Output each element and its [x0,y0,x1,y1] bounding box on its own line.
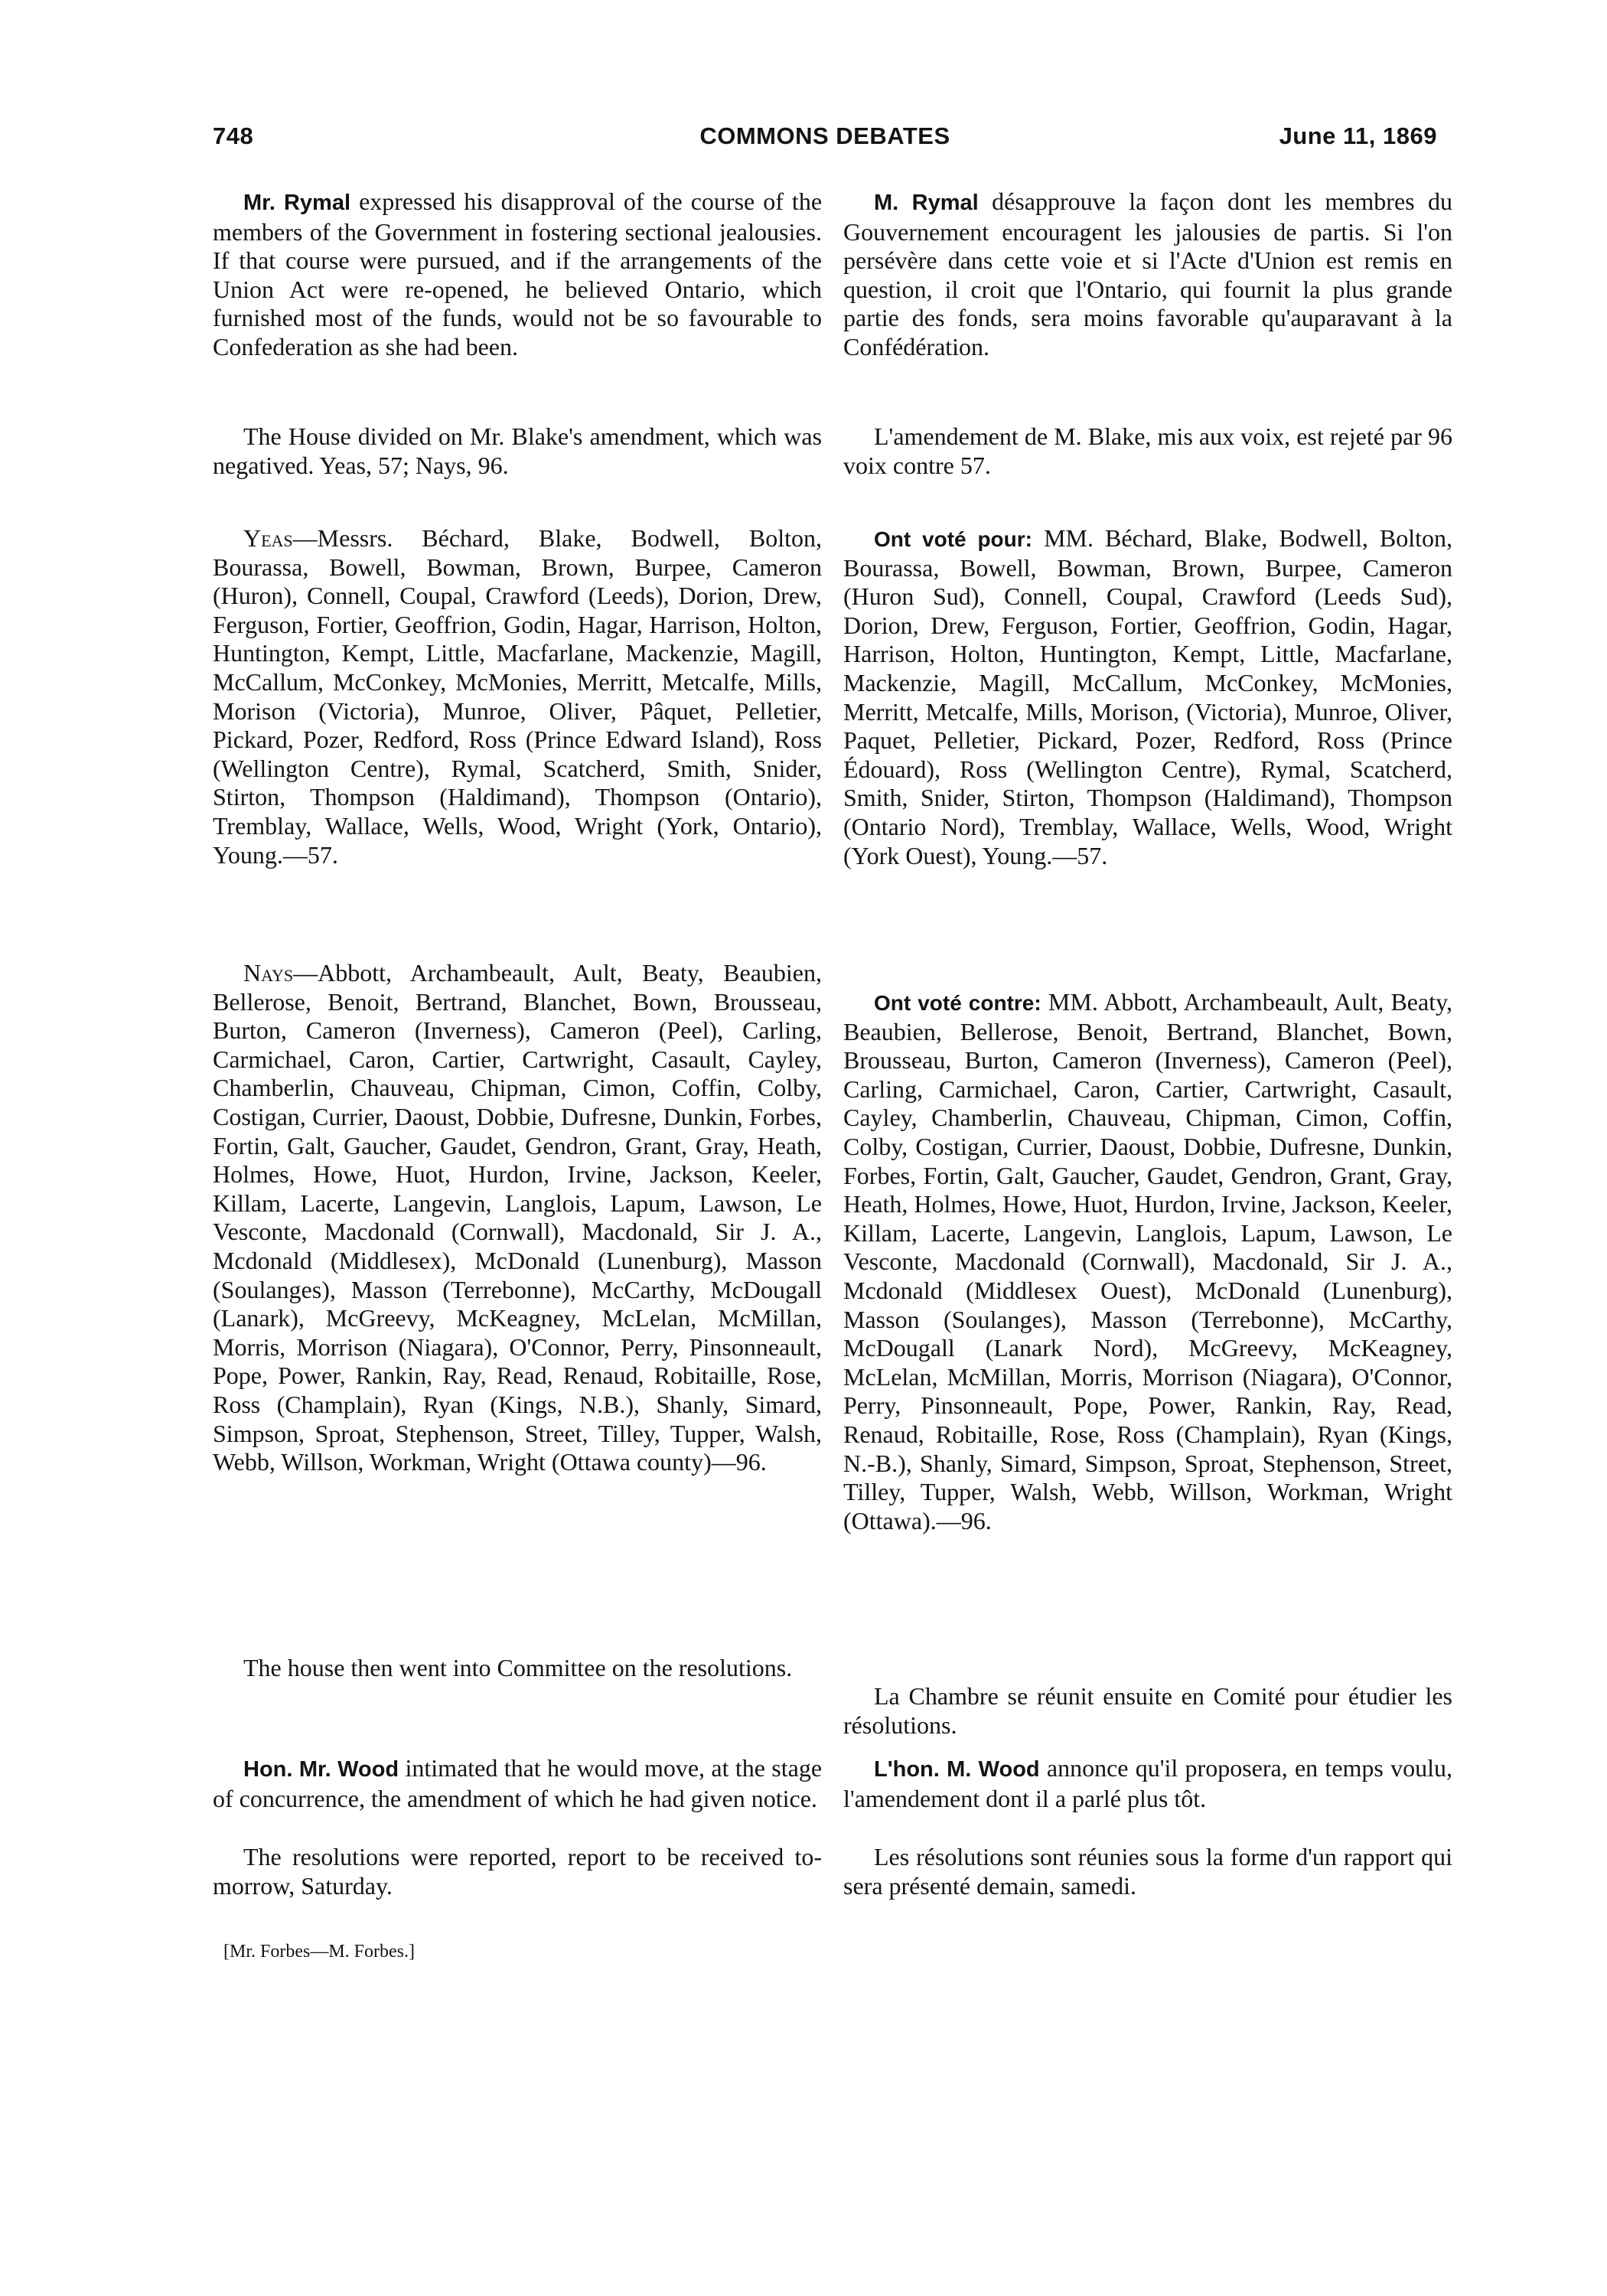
reported-paragraph-fr [843,1843,1452,1900]
yeas-list: MM. Béchard, Blake, Bodwell, Bolton, Bourassa, Bowell, Bowman, Brown, Burpee, Cameron (Huron Sud), Connell, Coupal, Crawford (Leeds Sud), Dorion, Drew, Ferguson, Fortier, Geoffrion, Godin, Hagar, Harrison, Holton, Huntington, Kempt, Little, Macfarlane, Mackenzie, Magill, McCallum, McConkey, McMonies, Merritt, Metcalfe, Mills, Morison, (Victoria), Munroe, Oliver, Paquet, Pelletier, Pickard, Pozer, Redford, Ross (Prince Édouard), Ross (Wellington Centre), Rymal, Scatcherd, Smith, Snider, Stirton, Thompson (Haldimand), Thompson (Ontario Nord), Tremblay, Wallace, Wells, Wood, Wright (York Ouest), Young.—57. [843,524,1453,869]
yeas-label: Ont voté pour: [874,527,1032,551]
paragraph-text: désapprouve la façon dont les membres du Gouvernement encouragent les jalousies de partis. Si l'on persévère dans cette voie et si l'Acte d'Union est remis en question, il croit que l'Ontario, qui fournit la plus grande partie des fonds, sera moins favorable qu'auparavant à la Confédération. [843,188,1452,360]
division-paragraph-fr [843,422,1452,480]
reported-paragraph-en [213,1843,822,1900]
nays-paragraph-en [213,959,822,1477]
nays-paragraph-fr [843,988,1452,1535]
speaker-name: M. Rymal [874,191,979,215]
yeas-paragraph-fr [843,524,1452,870]
paragraph-text: expressed his disapproval of the course of the members of the Government in fostering sectional jealousies. If that course were pursued, and if the arrangements of the Union Act were re-opened, he believed Ontario, which furnished most of the funds, would not be so favourable to Confederation as she had been. [213,188,823,360]
nays-label: Ont voté contre: [874,991,1041,1015]
paragraph-text: La Chambre se réunit ensuite en Comité pour étudier les résolutions. [843,1682,1452,1739]
wood-paragraph-fr [843,1754,1452,1813]
division-paragraph-en [213,422,822,480]
paragraph-text: L'amendement de M. Blake, mis aux voix, est rejeté par 96 voix contre 57. [843,422,1452,479]
nays-list: —Abbott, Archambeault, Ault, Beaty, Beaubien, Bellerose, Benoit, Bertrand, Blanchet, Bown, Brousseau, Burton, Cameron (Inverness), Cameron (Peel), Carling, Carmichael, Caron, Cartier, Cartwright, Casault, Cayley, Chamberlin, Chauveau, Chipman, Cimon, Coffin, Colby, Costigan, Currier, Daoust, Dobbie, Dufresne, Dunkin, Forbes, Fortin, Galt, Gaucher, Gaudet, Gendron, Grant, Gray, Heath, Holmes, Howe, Huot, Hurdon, Irvine, Jackson, Keeler, Killam, Lacerte, Langevin, Langlois, Lapum, Lawson, Le Vesconte, Macdonald (Cornwall), Macdonald, Sir J. A., Mcdonald (Middlesex), McDonald (Lunenburg), Masson (Soulanges), Masson (Terrebonne), McCarthy, McDougall (Lanark), McGreevy, McKeagney, McLelan, McMillan, Morris, Morrison (Niagara), O'Connor, Perry, Pinsonneault, Pope, Power, Rankin, Ray, Read, Renaud, Robitaille, Rose, Ross (Champlain), Ryan (Kings, N.B.), Shanly, Simard, Simpson, Sproat, Stephenson, Street, Tilley, Tupper, Walsh, Webb, Willson, Workman, Wright (Ottawa county)—96. [213,959,822,1476]
yeas-list: —Messrs. Béchard, Blake, Bodwell, Bolton, Bourassa, Bowell, Bowman, Brown, Burpee, Cameron (Huron), Connell, Coupal, Crawford (Leeds), Dorion, Drew, Ferguson, Fortier, Geoffrion, Godin, Hagar, Harrison, Holton, Huntington, Kempt, Little, Macfarlane, Mackenzie, Magill, McCallum, McConkey, McMonies, Merritt, Metcalfe, Mills, Morison (Victoria), Munroe, Oliver, Pâquet, Pelletier, Pickard, Pozer, Redford, Ross (Prince Edward Island), Ross (Wellington Centre), Rymal, Scatcherd, Smith, Snider, Stirton, Thompson (Haldimand), Thompson (Ontario), Tremblay, Wallace, Wells, Wood, Wright (York, Ontario), Young.—57. [213,524,822,869]
paragraph-text: intimated that he would move, at the stage of concurrence, the amendment of which he had given notice. [213,1754,823,1812]
page-number: 748 [213,122,254,149]
page-header [213,122,1437,161]
rymal-paragraph-fr [843,188,1452,362]
rymal-paragraph-en [213,188,822,362]
speaker-name: Mr. Rymal [243,191,351,215]
yeas-paragraph-en [213,524,822,869]
nays-label: Nays [243,959,294,987]
paragraph-text: Les résolutions sont réunies sous la forme d'un rapport qui sera présenté demain, samedi. [843,1843,1452,1900]
paragraph-text: annonce qu'il proposera, en temps voulu, l'amendement dont il a parlé plus tôt. [843,1754,1452,1812]
publication-title: COMMONS DEBATES [699,122,950,149]
nays-list: MM. Abbott, Archambeault, Ault, Beaty, Beaubien, Bellerose, Benoit, Bertrand, Blanchet, Bown, Brousseau, Burton, Cameron (Inverness), Cameron (Peel), Carling, Carmichael, Caron, Cartier, Cartwright, Casault, Cayley, Chamberlin, Chauveau, Chipman, Cimon, Coffin, Colby, Costigan, Currier, Daoust, Dobbie, Dufresne, Dunkin, Forbes, Fortin, Galt, Gaucher, Gaudet, Gendron, Grant, Gray, Heath, Holmes, Howe, Huot, Hurdon, Irvine, Jackson, Keeler, Killam, Lacerte, Langevin, Langlois, Lapum, Lawson, Le Vesconte, Macdonald (Cornwall), Macdonald, Sir J. A., Mcdonald (Middlesex Ouest), McDonald (Lunenburg), Masson (Soulanges), Masson (Terrebonne), McCarthy, McDougall (Lanark Nord), McGreevy, McKeagney, McLelan, McMillan, Morris, Morrison (Niagara), O'Connor, Perry, Pinsonneault, Pope, Power, Rankin, Ray, Read, Renaud, Robitaille, Rose, Ross (Champlain), Ryan (Kings, N.-B.), Shanly, Simard, Simpson, Sproat, Stephenson, Street, Tilley, Tupper, Walsh, Webb, Willson, Workman, Wright (Ottawa).—96. [843,988,1453,1534]
speaker-name: Hon. Mr. Wood [243,1757,399,1782]
wood-paragraph-en [213,1754,822,1813]
speaker-name: L'hon. M. Wood [874,1757,1040,1782]
paragraph-text: The resolutions were reported, report to be received to-morrow, Saturday. [213,1843,822,1900]
committee-paragraph-fr [843,1682,1452,1740]
yeas-label: Yeas [243,524,293,552]
paragraph-text: The House divided on Mr. Blake's amendment, which was negatived. Yeas, 57; Nays, 96. [213,422,822,479]
page-date: June 11, 1869 [1279,122,1437,149]
committee-paragraph-en [213,1654,822,1683]
footer-note: [Mr. Forbes—M. Forbes.] [223,1942,415,1962]
paragraph-text: The house then went into Committee on the resolutions. [243,1654,793,1681]
